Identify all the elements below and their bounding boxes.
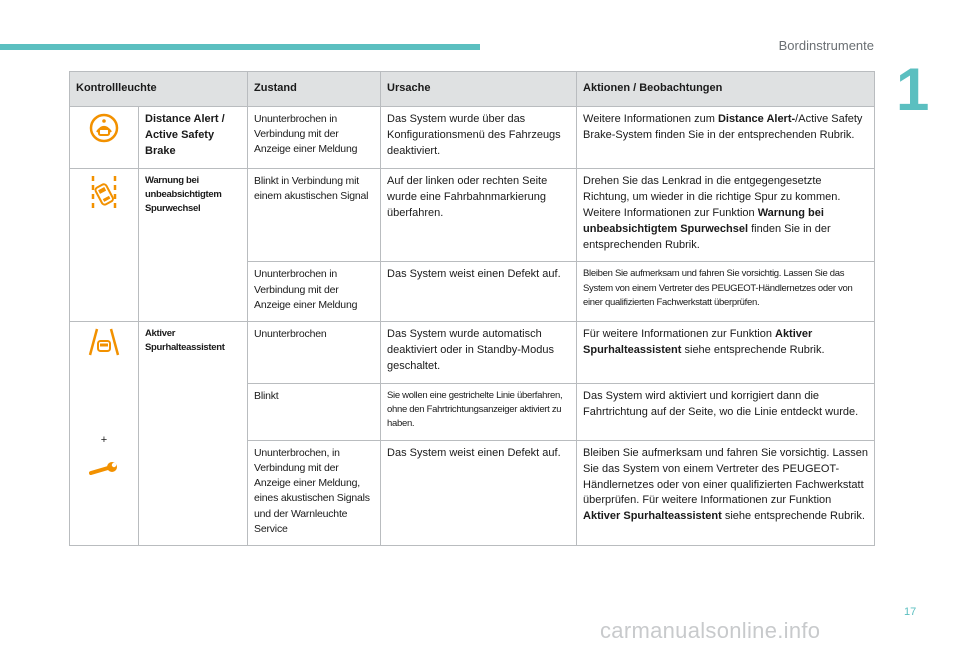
distance-alert-warning-icon	[88, 135, 120, 147]
zustand-cell: Ununterbrochen in Verbindung mit der Anzeige einer Meldung	[248, 262, 381, 322]
aktion-text: Weitere Informationen zum	[583, 112, 718, 125]
section-title: Bordinstrumente	[778, 38, 874, 53]
icon-cell	[70, 168, 139, 321]
header-aktionen: Aktionen / Beobachtungen	[577, 72, 875, 107]
ursache-cell: Sie wollen eine gestrichelte Linie überfahren, ohne den Fahrtrichtungsanzeiger aktiviert zu haben.	[381, 383, 577, 440]
header-kontrollleuchte: Kontrollleuchte	[70, 72, 248, 107]
aktion-bold: Warnung bei unbeabsichtigtem Spurwechsel	[583, 206, 824, 235]
warning-light-name: Distance Alert / Active Safety Brake	[139, 106, 248, 168]
ursache-cell: Das System weist einen Defekt auf.	[381, 440, 577, 545]
warning-lights-table	[69, 71, 875, 546]
top-accent-bar	[0, 44, 480, 50]
wrench-service-icon	[89, 470, 119, 482]
table-header-row	[70, 72, 875, 107]
ursache-cell: Auf der linken oder rechten Seite wurde eine Fahrbahnmarkierung überfahren.	[381, 168, 577, 262]
ursache-cell: Das System wurde automatisch deaktiviert oder in Standby-Modus geschaltet.	[381, 322, 577, 384]
aktion-text: Bleiben Sie aufmerksam und fahren Sie vorsichtig. Lassen Sie das System von einem Vertreter des PEUGEOT-Händlernetzes oder von einer qualifizierten Fachwerkstatt überprüfen. Für weitere Informationen zur Funktion	[583, 446, 868, 507]
aktion-cell	[577, 106, 875, 168]
page-number: 17	[904, 606, 917, 618]
table-row	[70, 322, 875, 384]
watermark-url: carmanualsonline.info	[600, 618, 821, 643]
zustand-cell: Ununterbrochen, in Verbindung mit der Anzeige einer Meldung, eines akustischen Signals und der Warnleuchte Service	[248, 440, 381, 545]
zustand-cell: Blinkt in Verbindung mit einem akustischen Signal	[248, 168, 381, 262]
aktion-text: siehe entsprechende Rubrik.	[681, 344, 825, 357]
icon-cell	[70, 106, 139, 168]
zustand-cell: Blinkt	[248, 383, 381, 440]
aktion-text: finden Sie in der entsprechenden Rubrik.	[583, 222, 831, 251]
header-ursache: Ursache	[381, 72, 577, 107]
ursache-cell: Das System wurde über das Konfigurationsmenü des Fahrzeugs deaktiviert.	[381, 106, 577, 168]
aktion-bold: Aktiver Spurhalteassistent	[583, 510, 722, 523]
table-row	[70, 106, 875, 168]
aktion-cell	[577, 322, 875, 384]
aktion-text: Für weitere Informationen zur Funktion	[583, 328, 775, 341]
aktion-cell	[577, 168, 875, 262]
chapter-number: 1	[896, 56, 930, 123]
aktion-bold: Aktiver Spurhalteassistent	[583, 328, 813, 357]
warning-light-name: Warnung bei unbeabsichtigtem Spurwechsel	[139, 168, 248, 321]
warning-light-name: Aktiver Spurhalteassistent	[139, 322, 248, 546]
aktion-cell: Bleiben Sie aufmerksam und fahren Sie vorsichtig. Lassen Sie das System von einem Vertreter des PEUGEOT-Händlernetzes oder von einer qualifizierten Fachwerkstatt überprüfen.	[577, 262, 875, 322]
table-row	[70, 168, 875, 262]
aktion-text: /Active Safety Brake-System finden Sie in der entsprechenden Rubrik.	[583, 112, 863, 141]
aktion-bold: Distance Alert-	[717, 112, 796, 125]
header-zustand: Zustand	[248, 72, 381, 107]
ursache-cell: Das System weist einen Defekt auf.	[381, 262, 577, 322]
aktion-cell: Das System wird aktiviert und korrigiert dann die Fahrtrichtung auf der Seite, wo die Linie entdeckt wurde.	[577, 383, 875, 440]
zustand-cell: Ununterbrochen in Verbindung mit der Anzeige einer Meldung	[248, 106, 381, 168]
zustand-cell: Ununterbrochen	[248, 322, 381, 384]
lane-departure-warning-icon	[87, 203, 121, 215]
aktion-text: Drehen Sie das Lenkrad in die entgegengesetzte Richtung, um wieder in die richtige Spur zu kommen. Weitere Informationen zur Funktion	[583, 174, 841, 219]
aktion-cell	[577, 440, 875, 545]
lane-keeping-assist-icon	[87, 348, 121, 360]
icon-cell	[70, 322, 139, 546]
aktion-text: siehe entsprechende Rubrik.	[721, 510, 865, 523]
plus-sign: +	[100, 434, 108, 447]
